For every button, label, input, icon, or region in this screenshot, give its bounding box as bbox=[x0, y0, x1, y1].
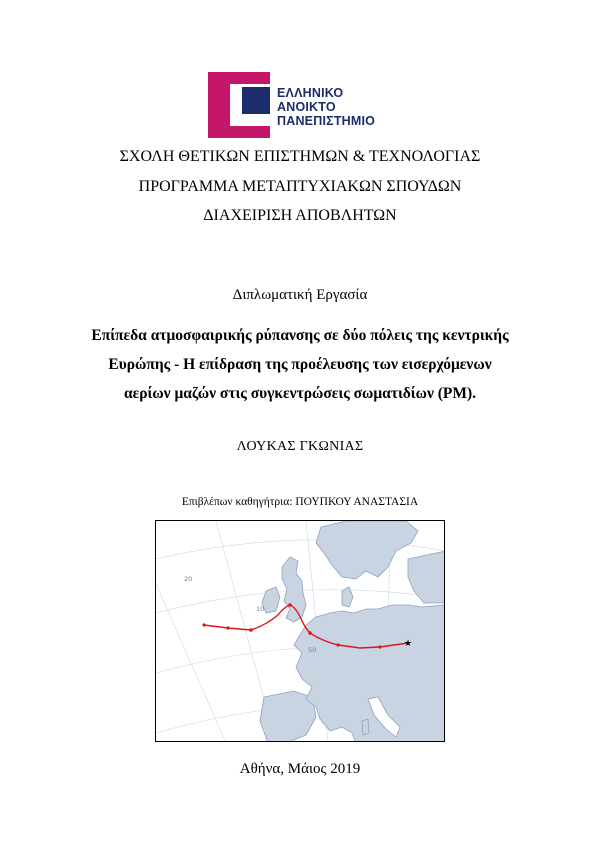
university-logo-mark bbox=[208, 72, 270, 138]
program-name: ΠΡΟΓΡΑΜΜΑ ΜΕΤΑΠΤΥΧΙΑΚΩΝ ΣΠΟΥΔΩΝ bbox=[138, 178, 462, 195]
department-name: ΔΙΑΧΕΙΡΙΣΗ ΑΠΟΒΛΗΤΩΝ bbox=[203, 207, 397, 224]
logo-line: ΠΑΝΕΠΙΣΤΗΜΙΟ bbox=[277, 114, 376, 128]
school-name: ΣΧΟΛΗ ΘΕΤΙΚΩΝ ΕΠΙΣΤΗΜΩΝ & ΤΕΧΝΟΛΟΓΙΑΣ bbox=[119, 148, 481, 165]
logo-wordmark bbox=[277, 86, 375, 128]
thesis-title-line: Ευρώπης - Η επίδραση της προέλευσης των εισερχόμενων bbox=[108, 356, 492, 373]
logo-line: ΕΛΛΗΝΙΚΟ bbox=[277, 86, 344, 100]
trajectory-point bbox=[308, 631, 312, 635]
trajectory-point bbox=[336, 643, 339, 646]
thesis-type: Διπλωματική Εργασία bbox=[232, 287, 368, 303]
university-logo bbox=[208, 72, 398, 140]
endpoint-star-icon: ★ bbox=[404, 639, 413, 649]
trajectory-point bbox=[378, 645, 381, 648]
trajectory-point bbox=[226, 626, 229, 629]
supervisor-line: Επιβλέπων καθηγήτρια: ΠΟΥΠΚΟΥ ΑΝΑΣΤΑΣΙΑ bbox=[181, 496, 419, 508]
trajectory-point bbox=[288, 603, 292, 607]
map-grid-label: 50 bbox=[308, 646, 317, 654]
trajectory-point bbox=[249, 628, 253, 632]
thesis-title-line: αερίων μαζών στις συγκεντρώσεις σωματιδίων (PM). bbox=[123, 385, 477, 402]
author-name: ΛΟΥΚΑΣ ΓΚΩΝΙΑΣ bbox=[236, 439, 364, 454]
thesis-title bbox=[0, 321, 600, 408]
map-landmasses bbox=[260, 521, 445, 742]
map-figure bbox=[156, 521, 445, 742]
map-grid-label: 10 bbox=[256, 605, 265, 613]
place-and-date: Αθήνα, Μάιος 2019 bbox=[239, 761, 361, 777]
trajectory-point bbox=[202, 623, 205, 626]
thesis-title-line: Επίπεδα ατμοσφαιρικής ρύπανσης σε δύο πόλεις της κεντρικής bbox=[91, 327, 509, 344]
trajectory-map bbox=[155, 520, 445, 742]
map-grid-label: 20 bbox=[184, 575, 193, 583]
logo-line: ΑΝΟΙΚΤΟ bbox=[277, 100, 336, 114]
